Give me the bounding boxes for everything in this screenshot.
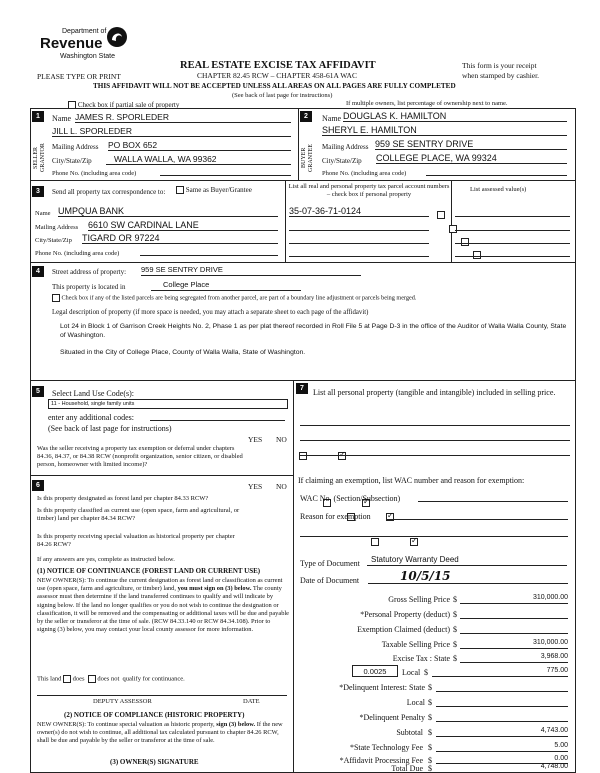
buyer-name2[interactable]: SHERYL E. HAMILTON — [322, 125, 567, 136]
if-yes-instruction: If any answers are yes, complete as instructed below. — [37, 556, 175, 563]
doc-type[interactable]: Statutory Warranty Deed — [367, 555, 567, 566]
property-street[interactable]: 959 SE SENTRY DRIVE — [141, 265, 361, 276]
located-label: This property is located in — [52, 283, 126, 291]
buyer-address[interactable]: 959 SE SENTRY DRIVE — [375, 139, 567, 150]
local-tax-label: Local — [402, 668, 421, 677]
assessed-value-2[interactable] — [455, 220, 570, 231]
state-text: Washington State — [60, 53, 115, 60]
s6-no-header: NO — [276, 482, 287, 491]
does-checkbox[interactable] — [63, 675, 71, 683]
corr-city-label: City/State/Zip — [35, 237, 72, 244]
exemption-question: Was the seller receiving a property tax exemption or deferral under chapters 84.36, 84.37, or 84.38 RCW (nonprofit organization, senior citizen, or disabled person, homeowner with limited income)? — [37, 445, 243, 468]
tech-fee-label: *State Technology Fee — [349, 743, 423, 752]
frame-divider-2 — [30, 262, 576, 263]
swirl-icon — [106, 26, 128, 48]
personal-property-label: List all personal property (tangible and intangible) included in selling price. — [313, 388, 556, 397]
notice-compliance-bold: sign (3) below. — [216, 721, 256, 728]
personal-property-line-3[interactable] — [300, 451, 570, 456]
account-number-3[interactable] — [289, 233, 429, 244]
continuance-row — [37, 675, 185, 683]
does-label: does — [72, 675, 85, 683]
gross-label: Gross Selling Price — [388, 595, 450, 604]
personal-deduct-label: *Personal Property (deduct) — [360, 610, 450, 619]
dept-of-text: Department of — [62, 28, 107, 35]
buyer-city-label: City/State/Zip — [322, 157, 362, 165]
excise-state-dollar: $ — [453, 654, 457, 663]
gross-value[interactable]: 310,000.00 — [460, 594, 568, 604]
qualify-label: qualify for continuance. — [122, 675, 185, 683]
total-due-label: Total Due — [391, 764, 423, 773]
assessed-header: List assessed value(s) — [470, 186, 527, 193]
delinq-interest-local-value[interactable] — [436, 697, 568, 707]
wac-label: WAC No. (Section/Subsection) — [300, 494, 401, 503]
section-7-number: 7 — [296, 383, 308, 394]
reason-field-2[interactable] — [300, 528, 568, 537]
notice-compliance-text — [37, 721, 289, 746]
tech-fee-value[interactable]: 5.00 — [436, 742, 568, 752]
frame-divider-3 — [30, 380, 576, 381]
tech-fee-dollar: $ — [428, 743, 432, 752]
delinq-interest-state-value[interactable] — [436, 682, 568, 692]
taxable-dollar: $ — [453, 640, 457, 649]
seller-name-label: Name — [52, 114, 72, 123]
seller-phone-label: Phone No. (including area code) — [52, 170, 137, 177]
corr-name[interactable]: UMPQUA BANK — [58, 206, 278, 217]
see-back-text: (See back of last page for instructions) — [232, 92, 333, 99]
taxable-value[interactable]: 310,000.00 — [460, 639, 568, 649]
notice-continuance-text — [37, 577, 289, 634]
same-as-checkbox[interactable] — [176, 186, 184, 194]
gross-dollar: $ — [453, 595, 457, 604]
taxable-label: Taxable Selling Price — [381, 640, 450, 649]
warning-text: THIS AFFIDAVIT WILL NOT BE ACCEPTED UNLESS ALL AREAS ON ALL PAGES ARE FULLY COMPLETED — [93, 82, 456, 90]
personal-deduct-value[interactable] — [460, 609, 568, 619]
account-number-4[interactable] — [289, 246, 429, 257]
seller-address[interactable]: PO BOX 652 — [108, 140, 291, 151]
forest-land-question: Is this property designated as forest land per chapter 84.33 RCW? — [37, 495, 209, 502]
assessor-date-label: DATE — [243, 698, 260, 705]
s6-yes-header: YES — [248, 482, 263, 491]
buyer-address-label: Mailing Address — [322, 143, 369, 151]
frame-divider-1 — [30, 180, 576, 181]
exemption-deduct-dollar: $ — [453, 625, 457, 634]
reason-label: Reason for exemption — [300, 512, 371, 521]
subtotal-label: Subtotal — [396, 728, 423, 737]
seller-name2[interactable]: JILL L. SPORLEDER — [52, 126, 291, 137]
doc-type-label: Type of Document — [300, 559, 360, 568]
please-type: PLEASE TYPE OR PRINT — [37, 72, 121, 81]
assessed-value-4[interactable] — [455, 246, 570, 257]
street-label: Street address of property: — [52, 268, 127, 276]
local-tax-dollar: $ — [424, 668, 428, 677]
exemption-claim-label: If claiming an exemption, list WAC number and reason for exemption: — [298, 476, 525, 485]
buyer-vertical-label: BUYER GRANTEE — [301, 144, 314, 172]
vertical-divider-bottom — [293, 380, 294, 773]
account-number-2[interactable] — [289, 220, 429, 231]
doc-date[interactable]: 10/5/15 — [368, 570, 568, 584]
seller-name1[interactable]: JAMES R. SPORLEDER — [75, 112, 291, 123]
s5-no-header: NO — [276, 435, 287, 444]
same-as-row — [176, 186, 252, 194]
affidavit-fee-value[interactable]: 0.00 — [436, 755, 568, 764]
assessed-value-3[interactable] — [455, 233, 570, 244]
notice-continuance-bold: you must sign on (3) below. — [177, 585, 252, 593]
buyer-phone-field[interactable] — [426, 167, 567, 176]
personal-property-checkbox-1[interactable] — [437, 211, 445, 219]
buyer-phone-label: Phone No. (including area code) — [322, 170, 407, 177]
notice-compliance-title: (2) NOTICE OF COMPLIANCE (HISTORIC PROPERTY) — [64, 711, 245, 719]
s5-yes-header: YES — [248, 435, 263, 444]
accounts-vline-left — [285, 180, 286, 262]
segregated-row — [52, 294, 416, 302]
seller-city-label: City/State/Zip — [52, 157, 92, 165]
situated-text: Situated in the City of College Place, County of Walla Walla, State of Washington. — [60, 349, 306, 356]
this-land-label: This land — [37, 675, 62, 683]
current-use-question: Is this property classified as current use (open space, farm and agricultural, or timber) land per chapter 84.34 RCW? — [37, 507, 240, 522]
form-chapter: CHAPTER 82.45 RCW – CHAPTER 458-61A WAC — [197, 71, 357, 80]
historical-question: Is this property receiving special valuation as historical property per chapter 84.26 RCW? — [37, 533, 235, 548]
does-not-label: does not — [97, 675, 120, 683]
notice-continuance-title: (1) NOTICE OF CONTINUANCE (FOREST LAND OR CURRENT USE) — [37, 567, 261, 575]
property-location[interactable]: College Place — [151, 280, 301, 291]
local-rate-box[interactable]: 0.0025 — [352, 665, 398, 677]
revenue-text: Revenue — [40, 35, 103, 52]
doc-date-label: Date of Document — [300, 576, 360, 585]
total-due-dollar: $ — [428, 764, 432, 773]
seller-city[interactable]: WALLA WALLA, WA 99362 — [106, 154, 291, 165]
accounts-vline-right — [451, 180, 452, 262]
accounts-header: List all real and personal property tax parcel account numbers – check box if personal property — [288, 183, 450, 198]
corr-city[interactable]: TIGARD OR 97224 — [82, 233, 278, 244]
corr-address-label: Mailing Address — [35, 224, 79, 231]
personal-property-line-2[interactable] — [300, 436, 570, 441]
land-use-label: Select Land Use Code(s): — [52, 389, 134, 398]
buyer-city[interactable]: COLLEGE PLACE, WA 99324 — [376, 153, 567, 164]
historical-no-checkbox[interactable] — [410, 538, 418, 546]
section6-divider — [30, 475, 293, 476]
buyer-name1[interactable]: DOUGLAS K. HAMILTON — [343, 111, 567, 122]
section-3-number: 3 — [32, 186, 44, 197]
legal-description-text: Lot 24 in Block 1 of Garrison Creek Heights No. 2, Phase 1 as per plat thereof recorded in Roll File 5 at Page D-3 in the office of the Auditor of Walla Walla County, State of Washington. — [60, 323, 567, 339]
additional-codes-field[interactable] — [150, 412, 285, 421]
section-1-number: 1 — [32, 111, 44, 122]
corr-name-label: Name — [35, 210, 51, 217]
seller-phone-field[interactable] — [160, 167, 291, 176]
section-5-number: 5 — [32, 386, 44, 397]
subtotal-dollar: $ — [428, 728, 432, 737]
notice-compliance-text-a: NEW OWNER(S): To continue special valuation as historic property, — [37, 721, 215, 728]
excise-state-label: Excise Tax : State — [392, 654, 450, 663]
deputy-assessor-line[interactable] — [37, 691, 287, 696]
reason-field-1[interactable] — [386, 511, 568, 520]
delinq-interest-state-dollar: $ — [428, 683, 432, 692]
receipt-line1: This form is your receipt — [462, 61, 537, 70]
segregated-checkbox[interactable] — [52, 294, 60, 302]
seller-address-label: Mailing Address — [52, 143, 99, 151]
seller-vertical-label: SELLER GRANTOR — [33, 143, 46, 173]
multiple-owners-text: If multiple owners, list percentage of ownership next to name. — [346, 100, 508, 107]
vertical-divider-top — [298, 108, 299, 180]
notice-continuance-text-b: The county assessor must then determine if the land transferred continues to qualify and will indicate by signing below. If the land no longer qualifies or you do not wish to continue the designation or classification, it will be removed and the compensating or additional taxes will be due and payable by the seller or transferor at the time of sale. (RCW 84.33.140 or RCW 84.34.108). Prior to signing (3) below, you may contact your local county assessor for more information. — [37, 585, 289, 634]
total-due-value[interactable]: 4,748.00 — [540, 763, 568, 770]
receipt-line2: when stamped by cashier. — [462, 71, 540, 80]
notice-compliance-text-b: If the new owner(s) do not wish to continue, all additional tax calculated pursuant to chapter 84.26 RCW, shall be due and payable by the seller or transferor at the time of sale. — [37, 721, 283, 745]
exemption-deduct-label: Exemption Claimed (deduct) — [357, 625, 450, 634]
excise-state-value[interactable]: 3,968.00 — [460, 653, 568, 663]
deputy-assessor-label: DEPUTY ASSESSOR — [93, 698, 152, 705]
affidavit-fee-dollar: $ — [428, 756, 432, 765]
exemption-deduct-value[interactable] — [460, 624, 568, 634]
delinq-interest-state-label: *Delinquent Interest: State — [339, 683, 425, 692]
delinq-penalty-label: *Delinquent Penalty — [359, 713, 425, 722]
does-not-checkbox[interactable] — [88, 675, 96, 683]
personal-property-line-1[interactable] — [300, 421, 570, 426]
delinq-penalty-dollar: $ — [428, 713, 432, 722]
section-4-number: 4 — [32, 266, 44, 277]
delinq-interest-local-label: Local — [406, 698, 425, 707]
section5-see-back: (See back of last page for instructions) — [48, 424, 172, 433]
assessed-value-1[interactable] — [455, 206, 570, 217]
historical-yes-checkbox[interactable] — [371, 538, 379, 546]
account-number-1[interactable]: 35-07-36-71-0124 — [289, 206, 429, 217]
section-2-number: 2 — [300, 111, 312, 122]
additional-codes-label: enter any additional codes: — [48, 413, 134, 422]
dor-logo — [40, 26, 135, 66]
same-as-label: Same as Buyer/Grantee — [185, 186, 252, 194]
buyer-name-label: Name — [322, 114, 342, 123]
corr-phone-field[interactable] — [140, 247, 278, 256]
notice-continuance-text-a: NEW OWNER(S): To continue the current designation as forest land or classification as current use (open space, farm and agriculture, or timber) land, — [37, 577, 283, 593]
delinq-penalty-value[interactable] — [436, 712, 568, 722]
land-use-select[interactable]: 11 - Household, single family units — [48, 399, 288, 409]
corr-phone-label: Phone No. (including area code) — [35, 250, 120, 257]
subtotal-value[interactable]: 4,743.00 — [436, 727, 568, 737]
local-tax-value[interactable]: 775.00 — [432, 667, 568, 677]
section-6-number: 6 — [32, 480, 44, 491]
wac-field[interactable] — [418, 493, 568, 502]
send-correspondence-label: Send all property tax correspondence to: — [52, 188, 166, 196]
owner-signature-title: (3) OWNER(S) SIGNATURE — [110, 758, 199, 766]
delinq-interest-local-dollar: $ — [428, 698, 432, 707]
segregated-label: Check box if any of the listed parcels are being segregated from another parcel, are part of a boundary line adjustment or parcels being merged. — [61, 294, 417, 302]
partial-sale-label: Check box if partial sale of property — [77, 101, 180, 109]
legal-description-label: Legal description of property (if more space is needed, you may attach a separate sheet to each page of the affidavit) — [52, 309, 369, 316]
affidavit-fee-label: *Affidavit Processing Fee — [339, 756, 423, 765]
form-title: REAL ESTATE EXCISE TAX AFFIDAVIT — [180, 60, 376, 71]
personal-deduct-dollar: $ — [453, 610, 457, 619]
corr-address[interactable]: 6610 SW CARDINAL LANE — [88, 220, 278, 231]
